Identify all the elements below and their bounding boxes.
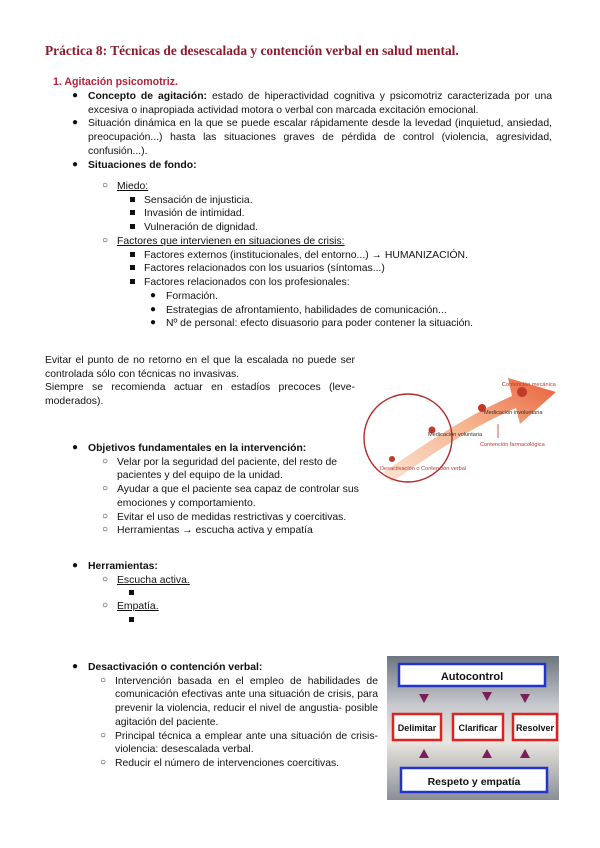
list-item: ○ Intervención basada en el empleo de habilidades de comunicación efectivas ante una situación de crisis, para prevenir la violencia, reducir el nivel de angustia- posible agitación del paciente. xyxy=(100,674,378,728)
list-item: ○ Empatía. xyxy=(102,600,159,613)
factores-heading: ○ Factores que intervienen en situaciones de crisis: xyxy=(102,234,345,247)
situaciones-fondo-item xyxy=(72,158,552,173)
bullet-icon: ● xyxy=(72,442,79,453)
herramientas-heading: ● Herramientas: xyxy=(72,560,158,572)
square-bullet-icon xyxy=(129,590,134,595)
bullet-icon: ● xyxy=(72,661,79,672)
bullet-icon: ● xyxy=(72,117,79,129)
square-bullet-icon xyxy=(130,252,135,257)
page-title: Práctica 8: Técnicas de desescalada y contención verbal en salud mental. xyxy=(45,43,459,58)
list-item: Factores relacionados con los usuarios (síntomas...) xyxy=(144,262,537,276)
desactivacion-heading: ● Desactivación o contención verbal: xyxy=(72,661,263,673)
concepto-text: estado de hiperactividad cognitiva y psicomotriz caracterizada por una excesiva o inapropiada actividad motora o verbal con marcada excitación emocional. xyxy=(88,91,552,116)
desactivacion-block xyxy=(72,661,378,771)
stage-dot xyxy=(517,387,527,397)
autocontrol-diagram xyxy=(387,656,559,800)
list-item: ● Formación. xyxy=(150,289,218,302)
square-bullet-icon xyxy=(129,617,134,622)
diagram-label-4: Contención mecánica xyxy=(502,382,556,388)
concepto-label: Concepto de agitación: xyxy=(88,91,208,102)
list-item: Factores relacionados con los profesionales: xyxy=(144,276,537,290)
bullet-icon: ● xyxy=(150,303,157,315)
list-item: Sensación de injusticia. xyxy=(144,194,537,208)
concepto-item xyxy=(72,90,552,117)
list-item: ○ Principal técnica a emplear ante una situación de crisis-violencia: desescalada verbal. xyxy=(100,729,378,756)
bullet-icon: ● xyxy=(72,158,79,170)
list-item: ○ Ayudar a que el paciente sea capaz de controlar sus emociones y comportamiento. xyxy=(102,483,359,509)
clarificar-label: Clarificar xyxy=(458,723,498,733)
stage-dot xyxy=(389,456,395,462)
list-item: ○ Evitar el uso de medidas restrictivas y coercitivas. xyxy=(102,510,347,523)
bullet-icon: ● xyxy=(150,289,157,301)
square-bullet-icon xyxy=(130,197,135,202)
miedo-heading: ○ Miedo: xyxy=(102,180,149,192)
circle-bullet-icon: ○ xyxy=(102,455,109,467)
list-item: Factores externos (institucionales, del entorno...) → HUMANIZACIÓN. xyxy=(144,249,537,263)
circle-bullet-icon: ○ xyxy=(102,510,109,522)
resolver-label: Resolver xyxy=(515,723,555,733)
circle-bullet-icon: ○ xyxy=(100,757,107,769)
list-item: ○ Herramientas → escucha activa y empatía xyxy=(102,524,313,537)
situacion-text: Situación dinámica en la que se puede escalar rápidamente desde la levedad (inquietud, ansiedad, preocupación...) hasta las situaciones graves de pérdida de control (violencia, agresividad, confusión...). xyxy=(88,118,552,157)
objetivos-block xyxy=(72,442,368,538)
bullet-icon: ● xyxy=(72,90,79,101)
paragraph-block xyxy=(45,354,355,408)
circle-bullet-icon: ○ xyxy=(100,729,107,741)
list-item: Invasión de intimidad. xyxy=(144,207,537,221)
miedo-block xyxy=(102,180,537,331)
situaciones-fondo-label: Situaciones de fondo: xyxy=(88,159,197,171)
square-bullet-icon xyxy=(130,224,135,229)
list-item: Vulneración de dignidad. xyxy=(144,221,537,235)
square-bullet-icon xyxy=(130,210,135,215)
diagram-label-2: Medicación involuntaria xyxy=(484,410,543,416)
diagram-label-0: Desactivación o Contención verbal xyxy=(380,466,467,472)
circle-bullet-icon: ○ xyxy=(102,524,109,536)
square-bullet-icon xyxy=(130,279,135,284)
bullet-icon: ● xyxy=(72,560,79,571)
respeto-label: Respeto y empatía xyxy=(427,776,521,788)
circle-bullet-icon: ○ xyxy=(102,600,109,612)
list-item: ○ Reducir el número de intervenciones coercitivas. xyxy=(100,757,340,770)
circle-bullet-icon: ○ xyxy=(102,573,109,585)
paragraph-line1: Evitar el punto de no retorno en el que la escalada no puede ser controlada sólo con técnicas no invasivas. xyxy=(45,355,355,380)
section-heading: 1. Agitación psicomotriz. xyxy=(53,76,178,88)
list-item: ○ Velar por la seguridad del paciente, del resto de pacientes y del equipo de la unidad. xyxy=(102,455,338,482)
circle-bullet-icon: ○ xyxy=(102,234,109,246)
herramientas-block xyxy=(72,560,368,627)
empty-sub-item xyxy=(117,614,368,627)
delimitar-label: Delimitar xyxy=(397,723,437,733)
concepto-block xyxy=(72,90,552,172)
list-item: ● Nº de personal: efecto disuasorio para poder contener la situación. xyxy=(150,317,474,330)
square-bullet-icon xyxy=(130,265,135,270)
circle-bullet-icon: ○ xyxy=(102,180,109,191)
empty-sub-item xyxy=(117,587,368,600)
circle-bullet-icon: ○ xyxy=(102,483,109,495)
circle-bullet-icon: ○ xyxy=(100,674,107,686)
diagram-label-1: Medicación voluntaria xyxy=(428,432,483,438)
bullet-icon: ● xyxy=(150,317,157,329)
escalation-arrow-diagram xyxy=(362,356,558,494)
list-item: ○ Escucha activa. xyxy=(102,573,190,586)
situacion-item xyxy=(72,117,552,158)
diagram-label-3: Contención farmacológica xyxy=(480,442,545,448)
autocontrol-label: Autocontrol xyxy=(440,671,504,683)
list-item: ● Estrategias de afrontamiento, habilidades de comunicación... xyxy=(150,303,447,316)
paragraph-line2: Siempre se recomienda actuar en estadíos precoces (leve-moderados). xyxy=(45,382,355,407)
objetivos-heading: ● Objetivos fundamentales en la intervención: xyxy=(72,442,307,454)
